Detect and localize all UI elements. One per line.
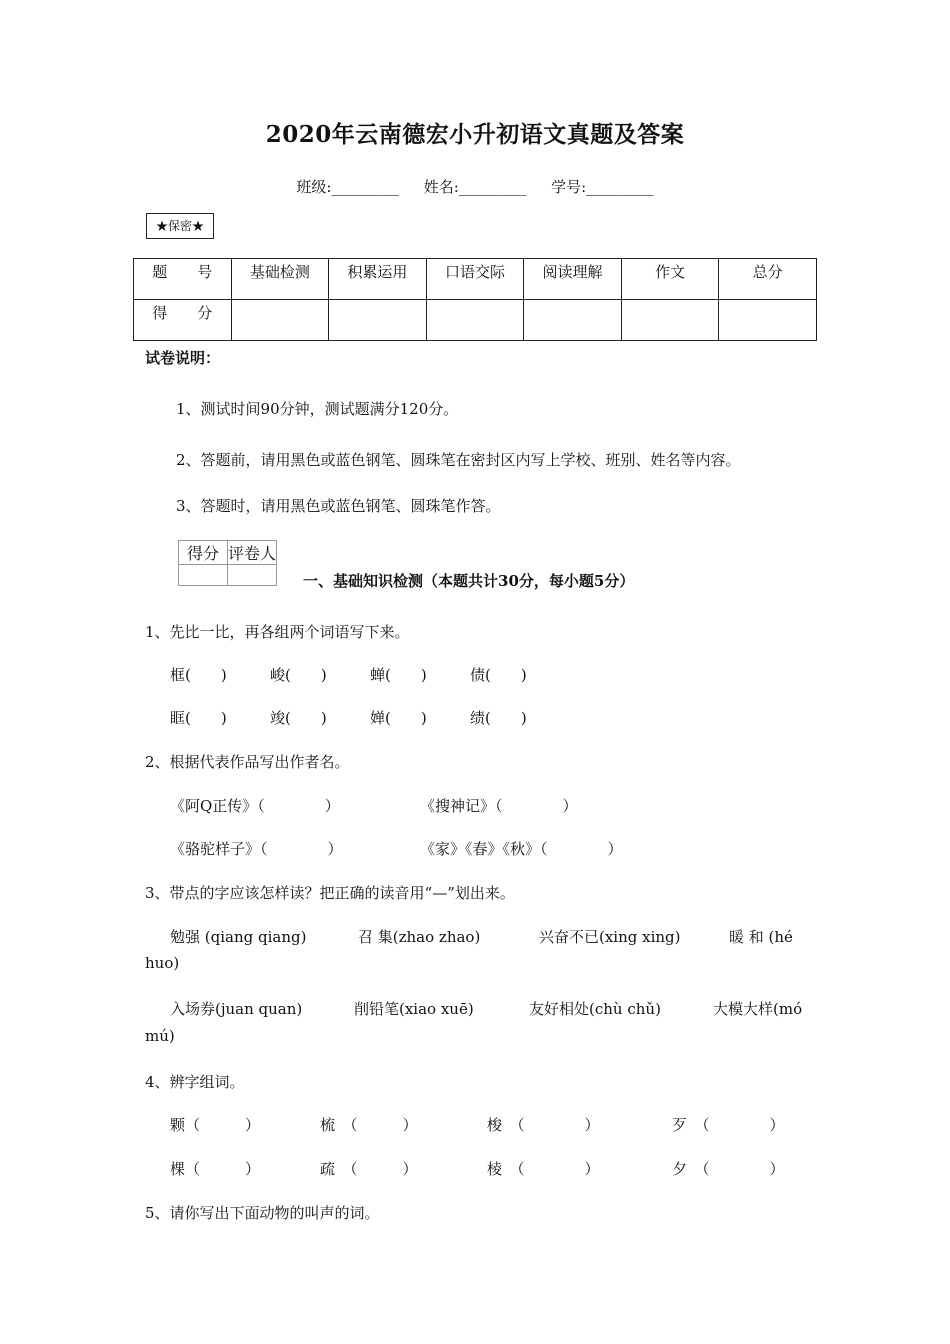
pinyin-choice-wrap: huo) (145, 954, 180, 972)
score-cell (426, 300, 524, 341)
score-cell (719, 300, 817, 341)
page-title: 2020年云南德宏小升初语文真题及答案 (265, 121, 685, 148)
section-heading: 一、基础知识检测（本题共计30分，每小题5分） (303, 572, 635, 590)
grader-name-cell (228, 565, 277, 586)
answer-blank: 婵( ) (370, 709, 427, 727)
score-cell (329, 300, 427, 341)
question-prompt: 1、先比一比，再各组两个词语写下来。 (145, 623, 410, 641)
answer-blank: 框( ) (170, 666, 227, 684)
id-field: 学号:_________ (551, 178, 654, 196)
student-info (0, 176, 950, 197)
answer-blank: 棵（ ） (170, 1160, 261, 1178)
pinyin-choice: 兴奋不已(xing xing) (539, 928, 681, 946)
name-field: 姓名:_________ (423, 178, 527, 196)
grader-score-cell (179, 565, 228, 586)
pinyin-choice: 大模大样(mó (713, 1000, 803, 1018)
question-prompt: 4、辨字组词。 (145, 1073, 245, 1091)
score-header-cell: 积累运用 (329, 259, 427, 300)
score-cell (524, 300, 622, 341)
pinyin-choice: 勉强 (qiang qiang) (170, 928, 307, 946)
secret-label: ★保密★ (146, 213, 214, 239)
answer-blank: 棱 （ ） (487, 1160, 600, 1178)
answer-blank: 竣( ) (270, 709, 327, 727)
score-header-cell: 口语交际 (426, 259, 524, 300)
pinyin-choice: 暖 和 (hé (729, 928, 793, 946)
answer-blank: 峻( ) (270, 666, 327, 684)
score-header-cell: 阅读理解 (524, 259, 622, 300)
grader-name-header: 评卷人 (228, 541, 277, 565)
question-prompt: 3、带点的字应该怎样读？把正确的读音用“—”划出来。 (145, 884, 515, 902)
grader-table (178, 540, 277, 586)
answer-blank: 《家》《春》《秋》（ ） (420, 840, 623, 858)
answer-blank: 疏 （ ） (320, 1160, 418, 1178)
answer-blank: 夕 （ ） (672, 1160, 785, 1178)
answer-blank: 绩( ) (470, 709, 527, 727)
score-row-label: 得 分 (134, 300, 232, 341)
score-header-cell: 题 号 (134, 259, 232, 300)
score-table (133, 258, 817, 341)
score-header-cell: 总分 (719, 259, 817, 300)
pinyin-choice: 友好相处(chù chǔ) (529, 1000, 661, 1018)
instruction-item: 1、测试时间90分钟，测试题满分120分。 (176, 400, 459, 418)
score-header-cell: 基础检测 (231, 259, 329, 300)
answer-blank: 梭 （ ） (487, 1116, 600, 1134)
pinyin-choice: 入场券(juan quan) (170, 1000, 303, 1018)
pinyin-choice: 召 集(zhao zhao) (358, 928, 481, 946)
question-prompt: 2、根据代表作品写出作者名。 (145, 753, 350, 771)
score-cell (231, 300, 329, 341)
answer-blank: 债( ) (470, 666, 527, 684)
question-prompt: 5、请你写出下面动物的叫声的词。 (145, 1204, 380, 1222)
answer-blank: 颗（ ） (170, 1116, 261, 1134)
instructions-heading: 试卷说明： (145, 349, 221, 367)
class-field: 班级:_________ (296, 178, 399, 196)
score-table-header-row (134, 259, 817, 300)
score-header-cell: 作文 (621, 259, 719, 300)
instruction-item: 2、答题前，请用黑色或蓝色钢笔、圆珠笔在密封区内写上学校、班别、姓名等内容。 (176, 451, 741, 469)
instruction-item: 3、答题时，请用黑色或蓝色钢笔、圆珠笔作答。 (176, 497, 501, 515)
answer-blank: 《搜神记》（ ） (420, 797, 578, 815)
answer-blank: 蝉( ) (370, 666, 427, 684)
answer-blank: 《骆驼样子》（ ） (170, 840, 343, 858)
pinyin-choice-wrap: mú) (145, 1027, 175, 1045)
answer-blank: 《阿Q正传》（ ） (170, 797, 340, 815)
score-cell (621, 300, 719, 341)
answer-blank: 歹 （ ） (672, 1116, 785, 1134)
answer-blank: 梳 （ ） (320, 1116, 418, 1134)
answer-blank: 眶( ) (170, 709, 227, 727)
score-table-score-row (134, 300, 817, 341)
grader-score-header: 得分 (179, 541, 228, 565)
pinyin-choice: 削铅笔(xiao xuē) (354, 1000, 474, 1018)
